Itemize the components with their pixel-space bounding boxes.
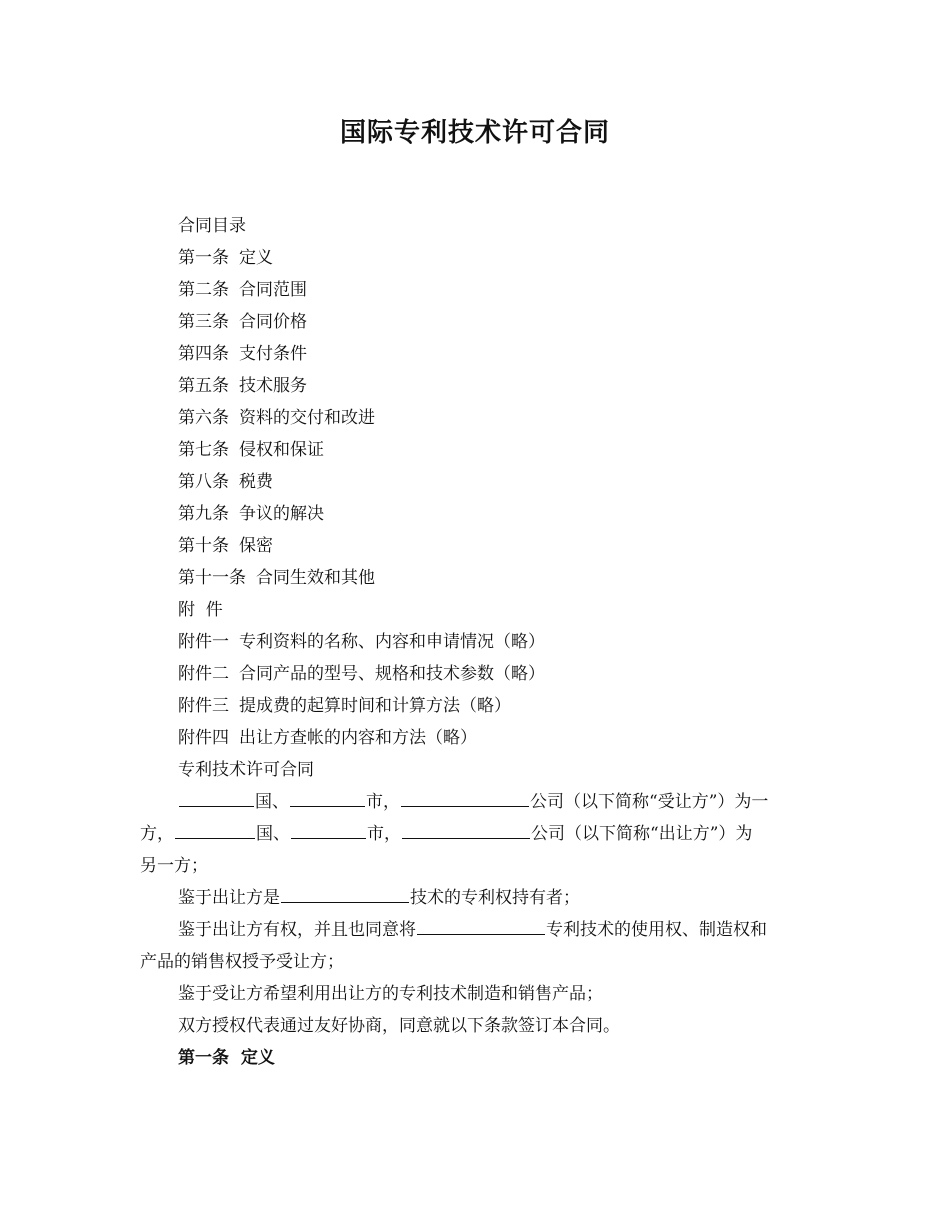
contract-subtitle: 专利技术许可合同 <box>178 760 314 780</box>
party2-cont: 另一方； <box>140 856 208 876</box>
recital-4: 双方授权代表通过友好协商，同意就以下条款签订本合同。 <box>178 1016 620 1036</box>
country-blank <box>179 786 254 807</box>
toc-appendix-item: 附件三 提成费的起算时间和计算方法（略） <box>178 696 511 716</box>
toc-item: 第十一条 合同生效和其他 <box>178 568 375 588</box>
recital-2: 鉴于出让方有权，并且也同意将 专利技术的使用权、制造权和 <box>140 914 812 946</box>
table-of-contents <box>178 210 545 754</box>
toc-appendix-item: 附件一 专利资料的名称、内容和申请情况（略） <box>178 632 545 652</box>
toc-appendix-heading: 附 件 <box>178 600 223 620</box>
toc-item: 第六条 资料的交付和改进 <box>178 408 375 428</box>
toc-item: 第四条 支付条件 <box>178 344 307 364</box>
party1-line: 国、 市， 公司（以下简称“受让方”）为一 <box>140 786 812 818</box>
city-blank <box>290 786 365 807</box>
technology-blank <box>417 914 545 935</box>
toc-item: 第三条 合同价格 <box>178 312 307 332</box>
toc-appendix-item: 附件二 合同产品的型号、规格和技术参数（略） <box>178 664 545 684</box>
document-title: 国际专利技术许可合同 <box>339 118 610 148</box>
toc-item: 第八条 税费 <box>178 472 273 492</box>
company-blank <box>402 818 530 839</box>
toc-heading: 合同目录 <box>178 216 246 236</box>
toc-item: 第九条 争议的解决 <box>178 504 324 524</box>
toc-item: 第五条 技术服务 <box>178 376 307 396</box>
article-1-heading: 第一条 定义 <box>178 1048 275 1068</box>
toc-item: 第二条 合同范围 <box>178 280 307 300</box>
city-blank <box>291 818 366 839</box>
contract-body <box>140 754 812 1074</box>
toc-appendix-item: 附件四 出让方查帐的内容和方法（略） <box>178 728 477 748</box>
toc-item: 第十条 保密 <box>178 536 273 556</box>
technology-blank <box>281 882 409 903</box>
country-blank <box>175 818 255 839</box>
recital-1: 鉴于出让方是 技术的专利权持有者； <box>140 882 812 914</box>
party2-line: 方， 国、 市， 公司（以下简称“出让方”）为 <box>140 818 812 850</box>
recital-2-cont: 产品的销售权授予受让方； <box>140 952 344 972</box>
recital-3: 鉴于受让方希望利用出让方的专利技术制造和销售产品； <box>178 984 603 1004</box>
toc-item: 第七条 侵权和保证 <box>178 440 324 460</box>
company-blank <box>401 786 529 807</box>
toc-item: 第一条 定义 <box>178 248 273 268</box>
